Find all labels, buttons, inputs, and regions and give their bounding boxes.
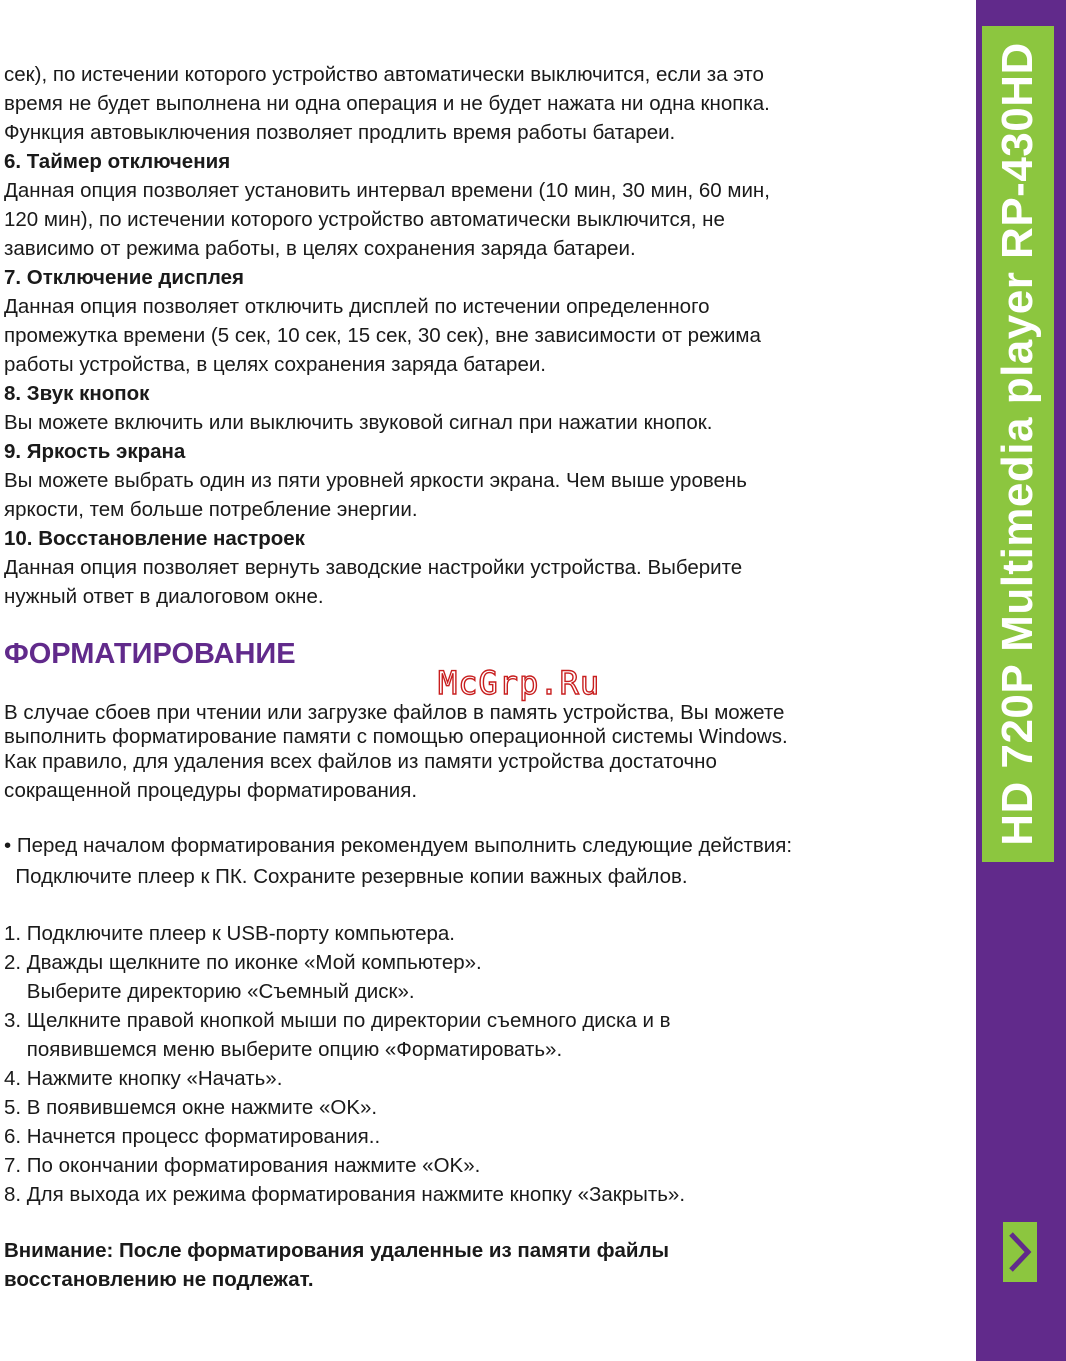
setting-text: Данная опция позволяет установить интервал времени (10 мин, 30 мин, 60 мин, <box>4 179 770 202</box>
step-line: 6. Начнется процесс форматирования.. <box>4 1125 381 1148</box>
bullet-line: • Перед началом форматирования рекомендуем выполнить следующие действия: <box>4 834 793 857</box>
setting-text: Данная опция позволяет отключить дисплей по истечении определенного <box>4 295 710 318</box>
chevron-right-icon <box>1003 1222 1037 1282</box>
setting-heading: 6. Таймер отключения <box>4 150 231 173</box>
step-line: 3. Щелкните правой кнопкой мыши по директории съемного диска и в <box>4 1009 671 1032</box>
warning-line: Внимание: После форматирования удаленные из памяти файлы <box>4 1239 670 1262</box>
warning-line: восстановлению не подлежат. <box>4 1268 314 1291</box>
step-line: 8. Для выхода их режима форматирования нажмите кнопку «Закрыть». <box>4 1183 686 1206</box>
settings-section <box>4 60 954 611</box>
setting-heading: 7. Отключение дисплея <box>4 266 244 289</box>
step-line: появившемся меню выберите опцию «Форматировать». <box>4 1038 563 1061</box>
watermark: McGrp.Ru <box>438 664 601 702</box>
setting-text: яркости, тем больше потребление энергии. <box>4 498 418 521</box>
setting-heading: 8. Звук кнопок <box>4 382 150 405</box>
step-line: 5. В появившемся окне нажмите «OK». <box>4 1096 378 1119</box>
step-line: 7. По окончании форматирования нажмите «OK». <box>4 1154 481 1177</box>
intro-line: время не будет выполнена ни одна операция и не будет нажата ни одна кнопка. <box>4 92 770 115</box>
step-line: 1. Подключите плеер к USB-порту компьютера. <box>4 922 455 945</box>
formatting-intro-line: Как правило, для удаления всех файлов из памяти устройства достаточно <box>4 750 717 773</box>
formatting-bullet <box>4 831 954 891</box>
formatting-intro-line: выполнить форматирование памяти с помощью операционной системы Windows. <box>4 725 788 748</box>
intro-line: Функция автовыключения позволяет продлить время работы батареи. <box>4 121 676 144</box>
step-line: 2. Дважды щелкните по иконке «Мой компьютер». <box>4 951 482 974</box>
formatting-title: ФОРМАТИРОВАНИЕ <box>4 638 296 670</box>
formatting-intro-line: В случае сбоев при чтении или загрузке файлов в память устройства, Вы можете <box>4 701 785 724</box>
setting-text: работы устройства, в целях сохранения заряда батареи. <box>4 353 546 376</box>
setting-heading: 10. Восстановление настроек <box>4 527 305 550</box>
setting-text: 120 мин), по истечении которого устройство автоматически выключится, не <box>4 208 725 231</box>
formatting-intro-line: сокращенной процедуры форматирования. <box>4 779 418 802</box>
formatting-steps <box>4 919 954 1209</box>
setting-text: Данная опция позволяет вернуть заводские настройки устройства. Выберите <box>4 556 743 579</box>
next-page-button[interactable] <box>1003 1222 1037 1282</box>
setting-text: Вы можете выбрать один из пяти уровней яркости экрана. Чем выше уровень <box>4 469 747 492</box>
setting-text: Вы можете включить или выключить звуковой сигнал при нажатии кнопок. <box>4 411 713 434</box>
warning-note <box>4 1236 954 1294</box>
formatting-intro <box>4 698 954 805</box>
step-line: 4. Нажмите кнопку «Начать». <box>4 1067 283 1090</box>
setting-text: нужный ответ в диалоговом окне. <box>4 585 324 608</box>
product-title: HD 720P Multimedia player RP-430HD <box>993 42 1042 846</box>
step-line: Выберите директорию «Съемный диск». <box>4 980 415 1003</box>
bullet-line: Подключите плеер к ПК. Сохраните резервные копии важных файлов. <box>4 865 688 888</box>
intro-line: сек), по истечении которого устройство автоматически выключится, если за это <box>4 63 764 86</box>
setting-text: промежутка времени (5 сек, 10 сек, 15 сек, 30 сек), вне зависимости от режима <box>4 324 761 347</box>
setting-heading: 9. Яркость экрана <box>4 440 186 463</box>
setting-text: зависимо от режима работы, в целях сохранения заряда батареи. <box>4 237 636 260</box>
